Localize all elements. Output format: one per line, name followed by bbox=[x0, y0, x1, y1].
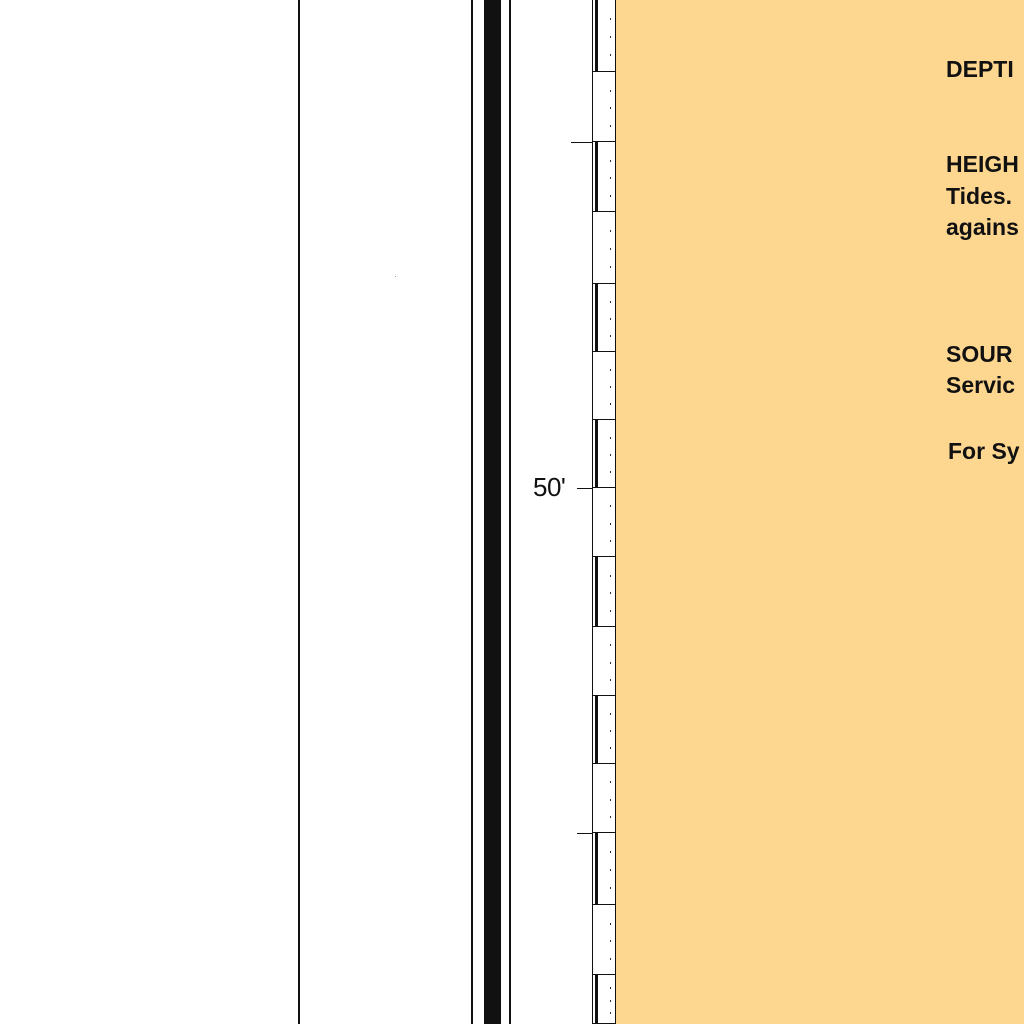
scale-dot bbox=[610, 799, 612, 801]
scale-dot bbox=[610, 575, 612, 577]
note-depths-title: DEPTI bbox=[946, 56, 1014, 82]
scale-dot bbox=[610, 958, 612, 960]
scale-dot bbox=[610, 851, 612, 853]
scale-segment bbox=[593, 142, 615, 212]
scale-dot bbox=[610, 610, 612, 612]
scale-dot bbox=[610, 369, 612, 371]
scale-dot bbox=[610, 386, 612, 388]
scale-segment bbox=[593, 557, 615, 627]
note-heights-title: HEIGH bbox=[946, 151, 1019, 177]
neatline-thin bbox=[471, 0, 473, 1024]
scale-segment bbox=[593, 488, 615, 557]
scale-dot bbox=[610, 160, 612, 162]
scale-dot bbox=[610, 454, 612, 456]
scale-dot bbox=[610, 177, 612, 179]
scale-dot bbox=[610, 195, 612, 197]
scale-segment bbox=[593, 627, 615, 696]
scale-segment bbox=[593, 212, 615, 284]
scale-dot bbox=[610, 644, 612, 646]
scale-segment bbox=[593, 696, 615, 764]
scale-dot bbox=[610, 540, 612, 542]
scale-dot bbox=[610, 1012, 612, 1014]
scale-dot bbox=[610, 747, 612, 749]
scale-dot bbox=[610, 940, 612, 942]
scale-dot bbox=[610, 266, 612, 268]
scale-segment bbox=[593, 420, 615, 488]
scale-dot bbox=[610, 923, 612, 925]
scale-segment bbox=[593, 352, 615, 420]
scale-dot bbox=[610, 592, 612, 594]
neatline-inner bbox=[509, 0, 511, 1024]
neatline-thick bbox=[484, 0, 501, 1024]
paper-speck bbox=[395, 276, 396, 277]
scale-segment bbox=[593, 284, 615, 352]
scale-tick-50ft bbox=[577, 488, 593, 489]
scale-dot bbox=[610, 816, 612, 818]
scale-segment bbox=[593, 764, 615, 833]
scale-dot bbox=[610, 471, 612, 473]
scale-dot bbox=[610, 230, 612, 232]
border-scale bbox=[592, 0, 616, 1024]
scale-dot bbox=[610, 335, 612, 337]
scale-dot bbox=[610, 505, 612, 507]
note-heights-line2: agains bbox=[946, 214, 1019, 240]
scale-dot bbox=[610, 301, 612, 303]
note-symbols: For Sy bbox=[948, 438, 1020, 464]
scale-dot bbox=[610, 987, 612, 989]
scale-tick bbox=[577, 833, 593, 834]
scale-dot bbox=[610, 887, 612, 889]
scale-dot bbox=[610, 54, 612, 56]
scale-dot bbox=[610, 107, 612, 109]
scale-dot bbox=[610, 318, 612, 320]
note-source-title: SOUR bbox=[946, 341, 1013, 367]
scale-dot bbox=[610, 90, 612, 92]
scale-segment bbox=[593, 72, 615, 142]
scale-dot bbox=[610, 248, 612, 250]
scale-dot bbox=[610, 662, 612, 664]
scale-dot bbox=[610, 36, 612, 38]
scale-segment bbox=[593, 0, 615, 72]
scale-dot bbox=[610, 403, 612, 405]
scale-dot bbox=[610, 730, 612, 732]
scale-dot bbox=[610, 523, 612, 525]
scale-dot bbox=[610, 437, 612, 439]
scale-dot bbox=[610, 713, 612, 715]
scale-dot bbox=[610, 679, 612, 681]
scale-dot bbox=[610, 781, 612, 783]
scale-dot bbox=[610, 18, 612, 20]
scale-dot bbox=[610, 125, 612, 127]
scale-segment bbox=[593, 905, 615, 975]
scale-segment bbox=[593, 975, 615, 1024]
scale-dot bbox=[610, 1000, 612, 1002]
note-heights-line1: Tides. bbox=[946, 183, 1013, 209]
scale-segment bbox=[593, 833, 615, 905]
scale-dot bbox=[610, 869, 612, 871]
neatline-outer bbox=[298, 0, 300, 1024]
note-source-line1: Servic bbox=[946, 372, 1016, 398]
scale-tick bbox=[571, 142, 593, 143]
scale-label-50ft: 50' bbox=[533, 472, 566, 502]
